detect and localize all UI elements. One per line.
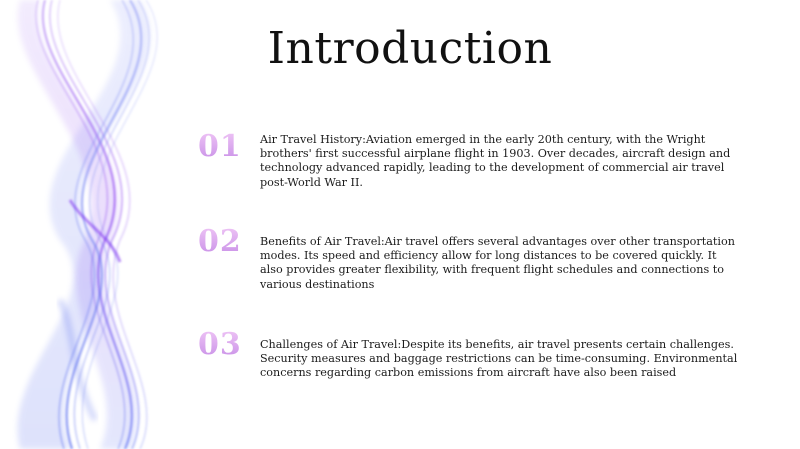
section-number-02: 02	[198, 225, 254, 259]
section-number-03: 03	[198, 328, 254, 362]
purple-smoke-wave-decoration	[0, 0, 220, 449]
section-text-benefits-of-air-travel: Benefits of Air Travel:Air travel offers several advantages over other transportation modes. Its speed and efficiency allow for long distances to be covered quickly. It also provides greater flexibility, with frequent flight schedules and connections to various destinations	[260, 235, 735, 291]
section-text-air-travel-history: Air Travel History:Aviation emerged in the early 20th century, with the Wright brothers' first successful airplane flight in 1903. Over decades, aircraft design and technology advanced rapidly, leading to the development of commercial air travel post-World War II.	[260, 133, 731, 189]
slide-title: Introduction	[267, 23, 553, 74]
section-text-challenges-of-air-travel: Challenges of Air Travel:Despite its benefits, air travel presents certain challenges. Security measures and baggage restrictions can be time-consuming. Environmental concerns regarding carbon emissions from aircraft have also been raised	[260, 338, 738, 380]
section-number-01: 01	[198, 130, 254, 164]
